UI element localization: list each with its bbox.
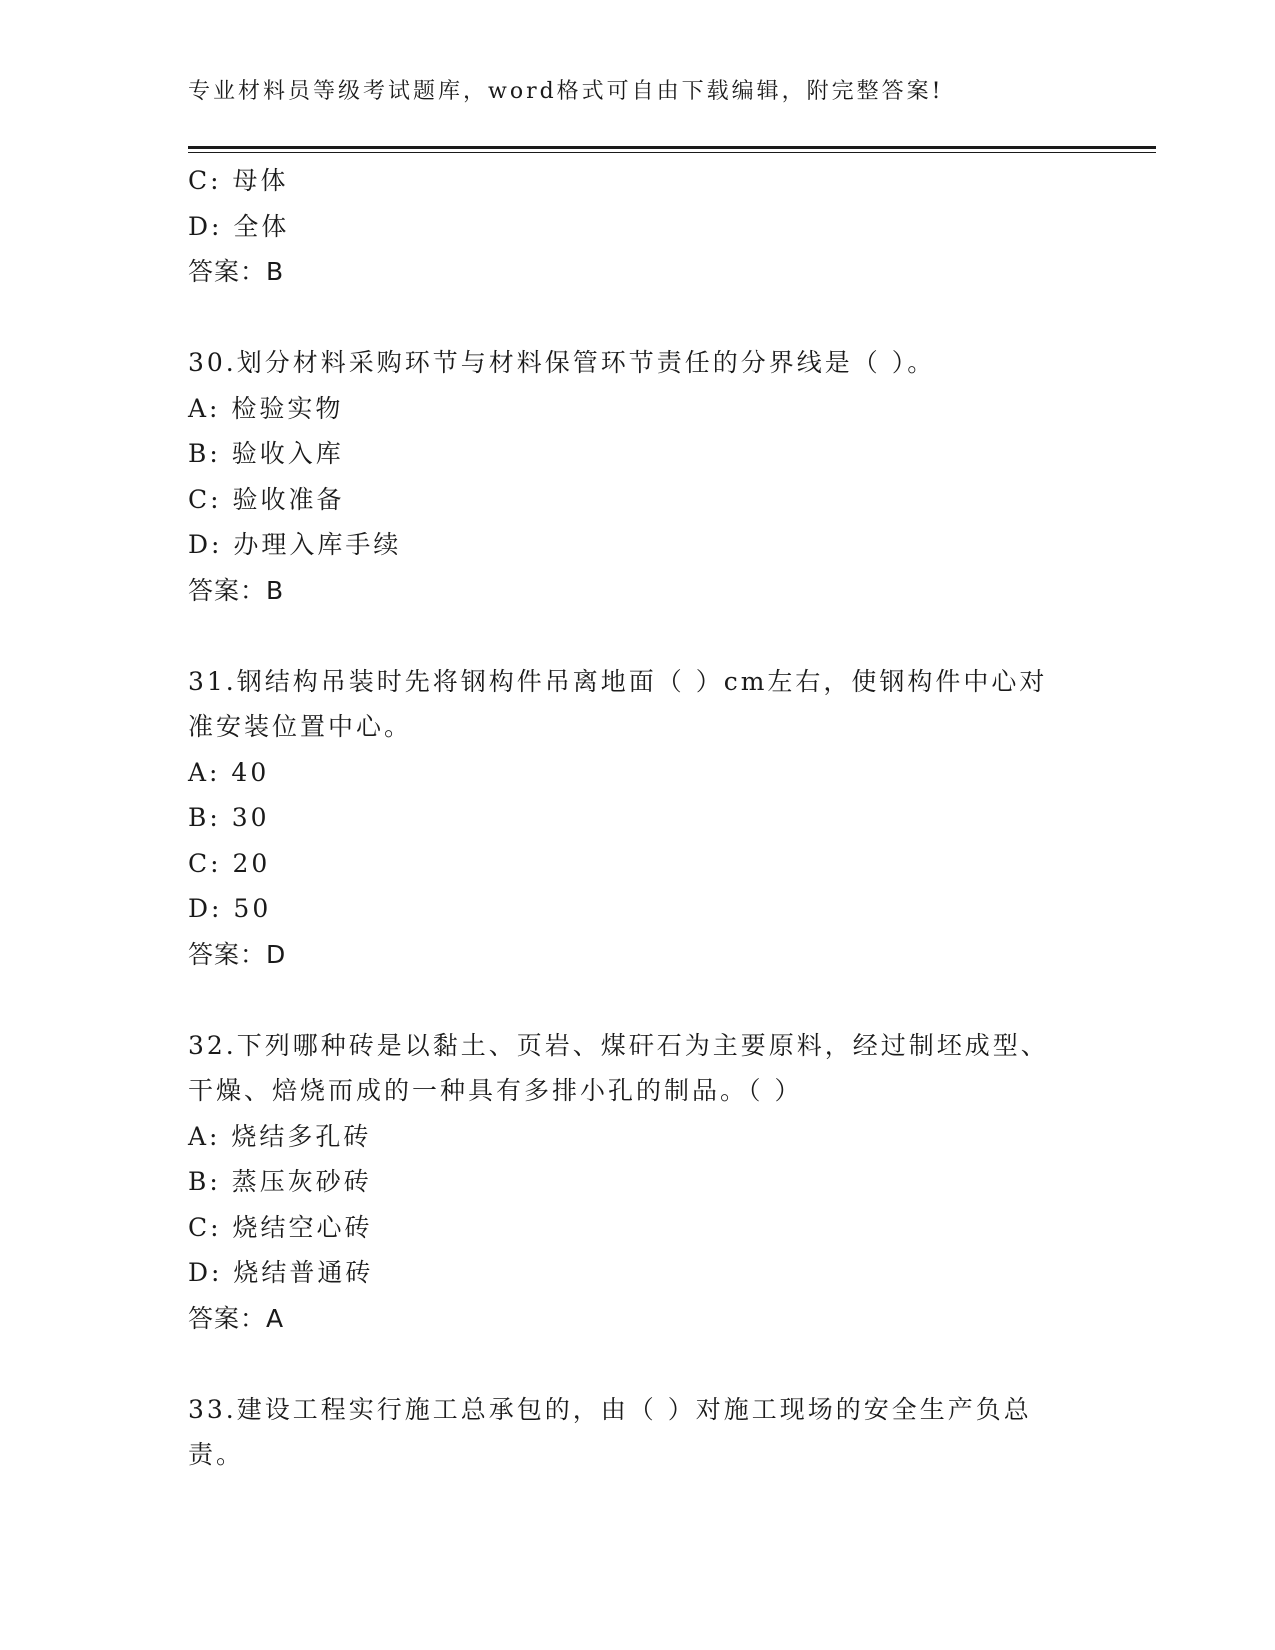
option-b: B: 蒸压灰砂砖 xyxy=(188,1167,372,1196)
option-b: B: 验收入库 xyxy=(188,439,344,468)
page-header: 专业材料员等级考试题库，word格式可自由下载编辑，附完整答案! xyxy=(188,79,944,104)
document-body xyxy=(188,158,1088,1478)
option-c: C: 烧结空心砖 xyxy=(188,1212,373,1242)
question-text-continued: 责。 xyxy=(188,1440,245,1469)
option-d: D: 全体 xyxy=(188,211,290,241)
answer-line: 答案：B xyxy=(188,257,285,286)
answer-line: 答案：B xyxy=(188,575,285,605)
option-c: C: 20 xyxy=(188,848,271,878)
option-d: D: 烧结普通砖 xyxy=(188,1258,374,1287)
question-text: 30.划分材料采购环节与材料保管环节责任的分界线是（ ）。 xyxy=(188,348,936,377)
question-31 xyxy=(188,659,1088,978)
option-b: B: 30 xyxy=(188,803,270,832)
option-a: A: 40 xyxy=(188,757,270,787)
option-d: D: 50 xyxy=(188,894,272,923)
question-text: 32.下列哪种砖是以黏土、页岩、煤矸石为主要原料，经过制坯成型、 xyxy=(188,1030,1049,1060)
carryover-block xyxy=(188,158,1088,295)
option-c: C: 母体 xyxy=(188,166,289,195)
question-33 xyxy=(188,1387,1088,1478)
option-c: C: 验收准备 xyxy=(188,484,345,514)
question-30 xyxy=(188,340,1088,613)
question-text-continued: 准安装位置中心。 xyxy=(188,712,413,741)
question-text: 31.钢结构吊装时先将钢构件吊离地面（ ）cm左右，使钢构件中心对 xyxy=(188,666,1048,696)
answer-line: 答案：D xyxy=(188,939,287,969)
option-d: D: 办理入库手续 xyxy=(188,530,402,559)
header-divider xyxy=(188,146,1156,153)
option-a: A: 检验实物 xyxy=(188,393,344,423)
question-text-continued: 干燥、焙烧而成的一种具有多排小孔的制品。（ ） xyxy=(188,1076,803,1105)
answer-line: 答案：A xyxy=(188,1303,285,1333)
question-32 xyxy=(188,1023,1088,1342)
question-text: 33.建设工程实行施工总承包的，由（ ）对施工现场的安全生产负总 xyxy=(188,1394,1032,1424)
option-a: A: 烧结多孔砖 xyxy=(188,1121,372,1151)
